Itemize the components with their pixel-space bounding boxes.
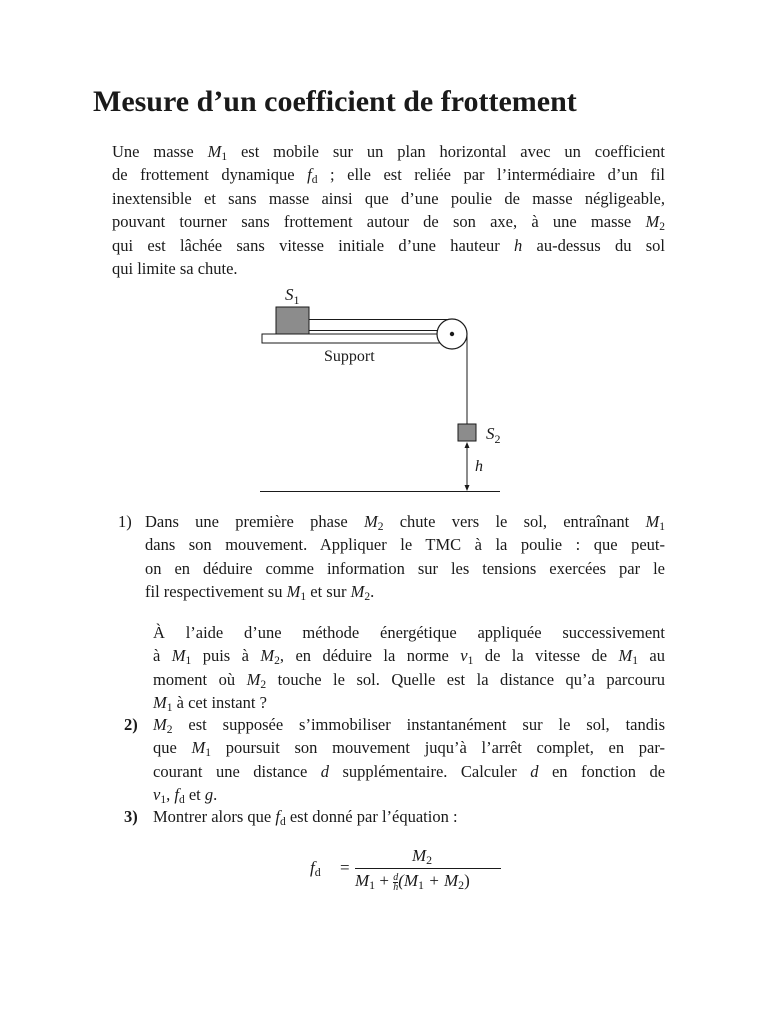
math-symbol: $M_1$ <box>207 142 228 163</box>
text-line: moment où $M_2$ touche le sol. Quelle est la distance qu’a parcouru <box>153 669 665 691</box>
pulley-axle <box>450 332 454 336</box>
text-line: courant une distance d supplémentaire. Calculer d en fonction de <box>153 761 666 781</box>
math-symbol: g <box>204 785 214 805</box>
pulley-diagram <box>255 278 505 498</box>
text-line: qui limite sa chute. <box>112 258 238 278</box>
question-3-number: 3) <box>124 807 138 826</box>
height-arrow-head-top <box>465 442 470 448</box>
equation-denominator: $M_1$ + $\frac{d}{h}$ $(M_1 + M_2)$ <box>355 871 470 893</box>
text-line: à $M_1$ puis à $M_2$, en déduire la norme $v_1$ de la vitesse de $M_1$ au <box>153 646 665 668</box>
mass-block-s2 <box>458 424 476 441</box>
text-line: inextensible et sans masse ainsi que d’une poulie de masse négligeable, <box>112 188 665 208</box>
math-symbol: $M_1$ <box>286 582 307 604</box>
text-line: qui est lâchée sans vitesse initiale d’une hauteur h au-dessus du sol <box>112 235 665 255</box>
math-symbol: $f_d$ <box>307 165 318 187</box>
small-fraction: $\frac{d}{h}$ <box>393 871 399 893</box>
question-2-number: 2) <box>124 715 138 734</box>
math-symbol: d <box>530 761 539 781</box>
math-symbol: $M_1$ <box>618 646 638 668</box>
s1-label: $S_1$ <box>285 285 300 307</box>
math-symbol: $M_2$ <box>645 212 665 234</box>
s2-label: $S_2$ <box>486 424 501 446</box>
text-line: Dans une première phase $M_2$ chute vers le sol, entraînant $M_1$ <box>145 512 665 533</box>
math-symbol: $M_2$ <box>260 646 280 668</box>
math-symbol: $f_d$ <box>174 785 185 807</box>
text-line: dans son mouvement. Appliquer le TMC à la poulie : que peut- <box>145 535 665 555</box>
text-line: Montrer alors que $f_d$ est donné par l’équation : <box>153 807 458 828</box>
math-symbol: $v_1$ <box>153 785 167 807</box>
math-symbol: $M_2$ <box>153 715 173 736</box>
mass-block-s1 <box>276 307 309 334</box>
text-line: que $M_1$ poursuit son mouvement juqu’à l’arrêt complet, en par- <box>153 738 665 760</box>
text-line: $M_1$ à cet instant ? <box>153 693 267 715</box>
math-symbol: $M_2$ <box>350 582 371 604</box>
question-3-text <box>153 805 665 828</box>
equation-numerator: $M_2$ <box>412 846 433 867</box>
support-plank <box>262 334 440 343</box>
question-1-text <box>145 510 665 604</box>
math-symbol: $M_2$ <box>363 512 384 533</box>
math-symbol: $M_1$ <box>645 512 665 533</box>
fraction-bar <box>355 868 501 869</box>
h-label: h <box>475 458 483 475</box>
text-line: de frottement dynamique $f_d$ ; elle est reliée par l’intermédiaire d’un fil <box>112 165 665 187</box>
text-line: $v_1$, $f_d$ et g. <box>153 785 218 807</box>
text-line: fil respectivement su $M_1$ et sur $M_2$. <box>145 582 375 604</box>
math-symbol: $M_1$ <box>191 738 212 760</box>
math-symbol: $f_d$ <box>275 807 286 828</box>
math-symbol: d <box>320 761 330 781</box>
text-line: pouvant tourner sans frottement autour de son axe, à une masse $M_2$ <box>112 212 665 234</box>
intro-paragraph <box>112 140 665 280</box>
page-title: Mesure d’un coefficient de frottement <box>93 85 577 118</box>
math-symbol: $M_1$ <box>153 693 173 715</box>
question-2-text <box>153 713 665 807</box>
equation-lhs: $f_d$ <box>310 858 321 879</box>
math-symbol: h <box>513 235 523 255</box>
math-symbol: $M_2$ <box>246 669 267 691</box>
question-1-continuation <box>153 621 665 715</box>
equation <box>300 846 520 896</box>
text-line: $M_2$ est supposée s’immobiliser instantanément sur le sol, tandis <box>153 715 665 736</box>
text-line: Une masse $M_1$ est mobile sur un plan horizontal avec un coefficient <box>112 142 665 163</box>
math-symbol: $M_1$ <box>171 646 192 668</box>
question-1-number: 1) <box>118 512 132 531</box>
math-symbol: $v_1$ <box>460 646 474 668</box>
text-line: on en déduire comme information sur les tensions exercées par le <box>145 558 665 578</box>
support-label: Support <box>324 348 375 365</box>
equation-equals: = <box>340 858 350 877</box>
height-arrow-head-bottom <box>465 485 470 491</box>
text-line: À l’aide d’une méthode énergétique appliquée successivement <box>153 623 665 642</box>
